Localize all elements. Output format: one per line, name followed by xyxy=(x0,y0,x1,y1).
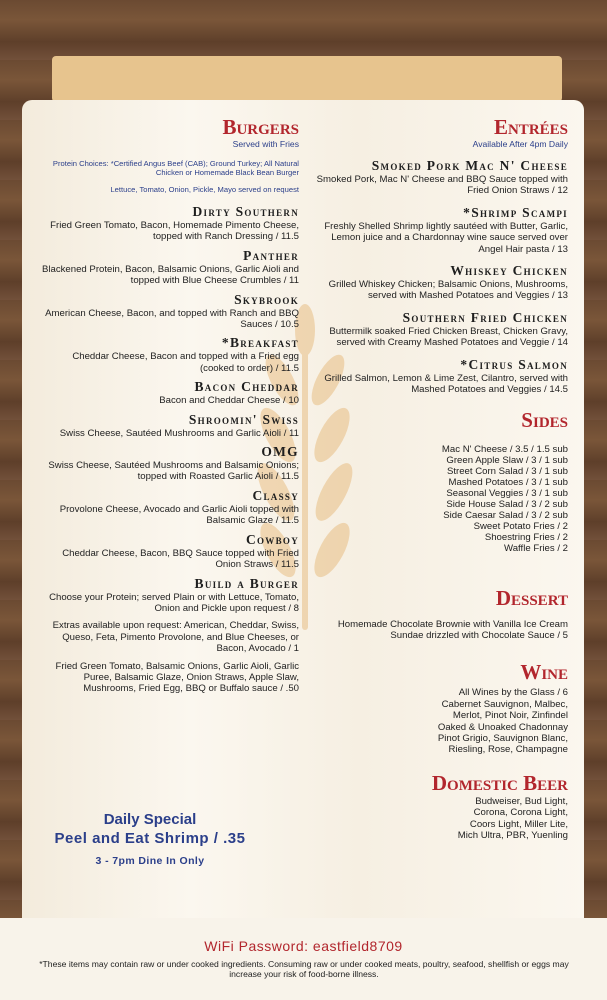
list-item: Waffle Fries / 2 xyxy=(504,542,568,554)
menu-item xyxy=(36,204,299,243)
item-name: Southern Fried Chicken xyxy=(402,309,568,325)
list-item: Seasonal Veggies / 3 / 1 sub xyxy=(446,488,568,500)
beer-list xyxy=(308,796,568,842)
dessert-desc: Homemade Chocolate Brownie with Vanilla Ice Cream Sundae drizzled with Chocolate Sauce / 5 xyxy=(337,618,568,641)
item-desc: Swiss Cheese, Sautéed Mushrooms and Balsamic Onions; topped with Roasted Garlic Aioli / 11.5 xyxy=(48,460,299,483)
item-desc: Fried Green Tomato, Bacon, Homemade Pimento Cheese, topped with Ranch Dressing / 11.5 xyxy=(50,220,299,243)
burgers-title: Burgers xyxy=(222,115,299,139)
beer-title: Domestic Beer xyxy=(431,770,568,795)
right-column xyxy=(308,116,568,841)
item-desc: Bacon and Cheddar Cheese / 10 xyxy=(159,395,299,407)
entrees-subtitle: Available After 4pm Daily xyxy=(472,139,568,149)
item-name: OMG xyxy=(261,444,299,460)
list-item: Mashed Potatoes / 3 / 1 sub xyxy=(448,477,568,489)
wine-title: Wine xyxy=(520,660,568,685)
menu-item xyxy=(36,532,299,571)
list-item: All Wines by the Glass / 6 xyxy=(458,687,568,699)
item-name: *Breakfast xyxy=(221,335,299,351)
item-name: Build a Burger xyxy=(194,575,299,591)
item-desc: Blackened Protein, Bacon, Balsamic Onions, Garlic Aioli and topped with Blue Cheese Crumbles / 11 xyxy=(41,263,299,287)
menu-item xyxy=(36,335,299,374)
item-desc: Freshly Shelled Shrimp lightly sautéed with Butter, Garlic, Lemon juice and a Chardonnay wine sauce served over Angel Hair pasta / 13 xyxy=(324,220,568,255)
wine-list xyxy=(308,687,568,755)
menu-item xyxy=(36,444,299,483)
item-name: Bacon Cheddar xyxy=(194,379,299,395)
item-desc: American Cheese, Bacon, and topped with Ranch and BBQ Sauces / 10.5 xyxy=(45,307,299,331)
list-item: Pinot Grigio, Sauvignon Blanc, xyxy=(437,732,568,744)
item-name: Dirty Southern xyxy=(192,204,299,219)
item-desc: Cheddar Cheese, Bacon and topped with a Fried egg (cooked to order) / 11.5 xyxy=(72,351,299,374)
menu-item xyxy=(36,379,299,406)
menu-item xyxy=(308,158,568,197)
menu-item xyxy=(308,205,568,255)
item-name: Cowboy xyxy=(245,531,299,547)
item-desc: Grilled Whiskey Chicken; Balsamic Onions, Mushrooms, served with Mashed Potatoes and Veggies / 13 xyxy=(328,279,568,302)
entrees-title: Entrées xyxy=(493,115,568,139)
list-item: Side House Salad / 3 / 2 sub xyxy=(446,499,568,510)
menu-item xyxy=(36,248,299,287)
burgers-column xyxy=(36,116,299,700)
list-item: Corona, Corona Light, xyxy=(473,807,568,819)
item-name: Classy xyxy=(252,487,299,503)
sides-list xyxy=(308,445,568,554)
list-item: Budweiser, Bud Light, xyxy=(475,795,568,807)
list-item: Shoestring Fries / 2 xyxy=(484,531,568,543)
item-name: Panther xyxy=(243,247,299,263)
item-desc: Grilled Salmon, Lemon & Lime Zest, Cilantro, served with Mashed Potatoes and Veggies / 14.5 xyxy=(324,372,568,396)
item-name: Shroomin' Swiss xyxy=(188,411,299,427)
special-item: Peel and Eat Shrimp / .35 xyxy=(54,830,246,847)
list-item: Merlot, Pinot Noir, Zinfindel xyxy=(452,710,568,722)
item-name: Skybrook xyxy=(234,291,299,307)
item-desc: Choose your Protein; served Plain or with Lettuce, Tomato, Onion and Pickle upon request / 8 xyxy=(49,591,299,614)
menu-item xyxy=(36,412,299,439)
food-disclaimer: *These items may contain raw or under cooked ingredients. Consuming raw or under cooked meats, poultry, seafood, shellfish or eggs may increase your risk of food-borne illness. xyxy=(39,959,569,979)
list-item: Mich Ultra, PBR, Yuenling xyxy=(457,830,568,841)
list-item: Mac N' Cheese / 3.5 / 1.5 sub xyxy=(441,444,568,456)
burgers-subtitle: Served with Fries xyxy=(232,139,299,149)
item-desc: Provolone Cheese, Avocado and Garlic Aioli topped with Balsamic Glaze / 11.5 xyxy=(59,503,299,527)
special-hours: 3 - 7pm Dine In Only xyxy=(95,855,205,867)
menu-item xyxy=(36,292,299,331)
extras-toppings: Fried Green Tomato, Balsamic Onions, Garlic Aioli, Garlic Puree, Balsamic Glaze, Onion Straws, Apple Slaw, Mushrooms, Fried Egg, BBQ or Buffalo sauce / .50 xyxy=(55,660,299,695)
list-item: Street Corn Salad / 3 / 1 sub xyxy=(446,466,568,478)
list-item: Sweet Potato Fries / 2 xyxy=(473,520,568,532)
item-desc: Smoked Pork, Mac N' Cheese and BBQ Sauce topped with Fried Onion Straws / 12 xyxy=(316,174,568,197)
item-name: Whiskey Chicken xyxy=(450,263,568,279)
list-item: Oaked & Unoaked Chadonnay xyxy=(437,721,568,733)
special-heading: Daily Special xyxy=(103,811,197,828)
dessert-title: Dessert xyxy=(495,585,568,610)
menu-item xyxy=(308,357,568,396)
list-item: Riesling, Rose, Champagne xyxy=(448,744,568,756)
menu-top-tab xyxy=(52,56,562,102)
list-item: Side Caesar Salad / 3 / 2 sub xyxy=(443,509,568,521)
protein-note: Protein Choices: *Certified Angus Beef (CAB); Ground Turkey; All Natural Chicken or Homemade Black Bean Burger xyxy=(52,159,299,177)
daily-special xyxy=(40,810,260,871)
list-item: Green Apple Slaw / 3 / 1 sub xyxy=(446,455,568,467)
item-desc: Cheddar Cheese, Bacon, BBQ Sauce topped with Fried Onion Straws / 11.5 xyxy=(62,547,299,571)
item-name: Smoked Pork Mac N' Cheese xyxy=(371,158,568,173)
menu-item xyxy=(36,488,299,527)
build-a-burger xyxy=(36,576,299,695)
list-item: Coors Light, Miller Lite, xyxy=(469,818,568,830)
menu-item xyxy=(308,310,568,349)
item-desc: Swiss Cheese, Sautéed Mushrooms and Garlic Aioli / 11 xyxy=(59,427,299,439)
sides-title: Sides xyxy=(521,408,568,433)
item-name: *Shrimp Scampi xyxy=(463,204,568,220)
toppings-note: Lettuce, Tomato, Onion, Pickle, Mayo served on request xyxy=(110,185,299,194)
item-name: *Citrus Salmon xyxy=(460,356,568,372)
list-item: Cabernet Sauvignon, Malbec, xyxy=(441,698,568,710)
menu-item xyxy=(308,263,568,302)
wifi-password: WiFi Password: eastfield8709 xyxy=(204,938,403,954)
item-desc: Buttermilk soaked Fried Chicken Breast, Chicken Gravy, served with Creamy Mashed Potatoes and Veggie / 14 xyxy=(329,325,568,349)
extras-cheese: Extras available upon request: American, Cheddar, Swiss, Queso, Feta, Pimento Provolone, and Blue Cheeses, or Bacon, Avocado / 1 xyxy=(52,620,299,655)
